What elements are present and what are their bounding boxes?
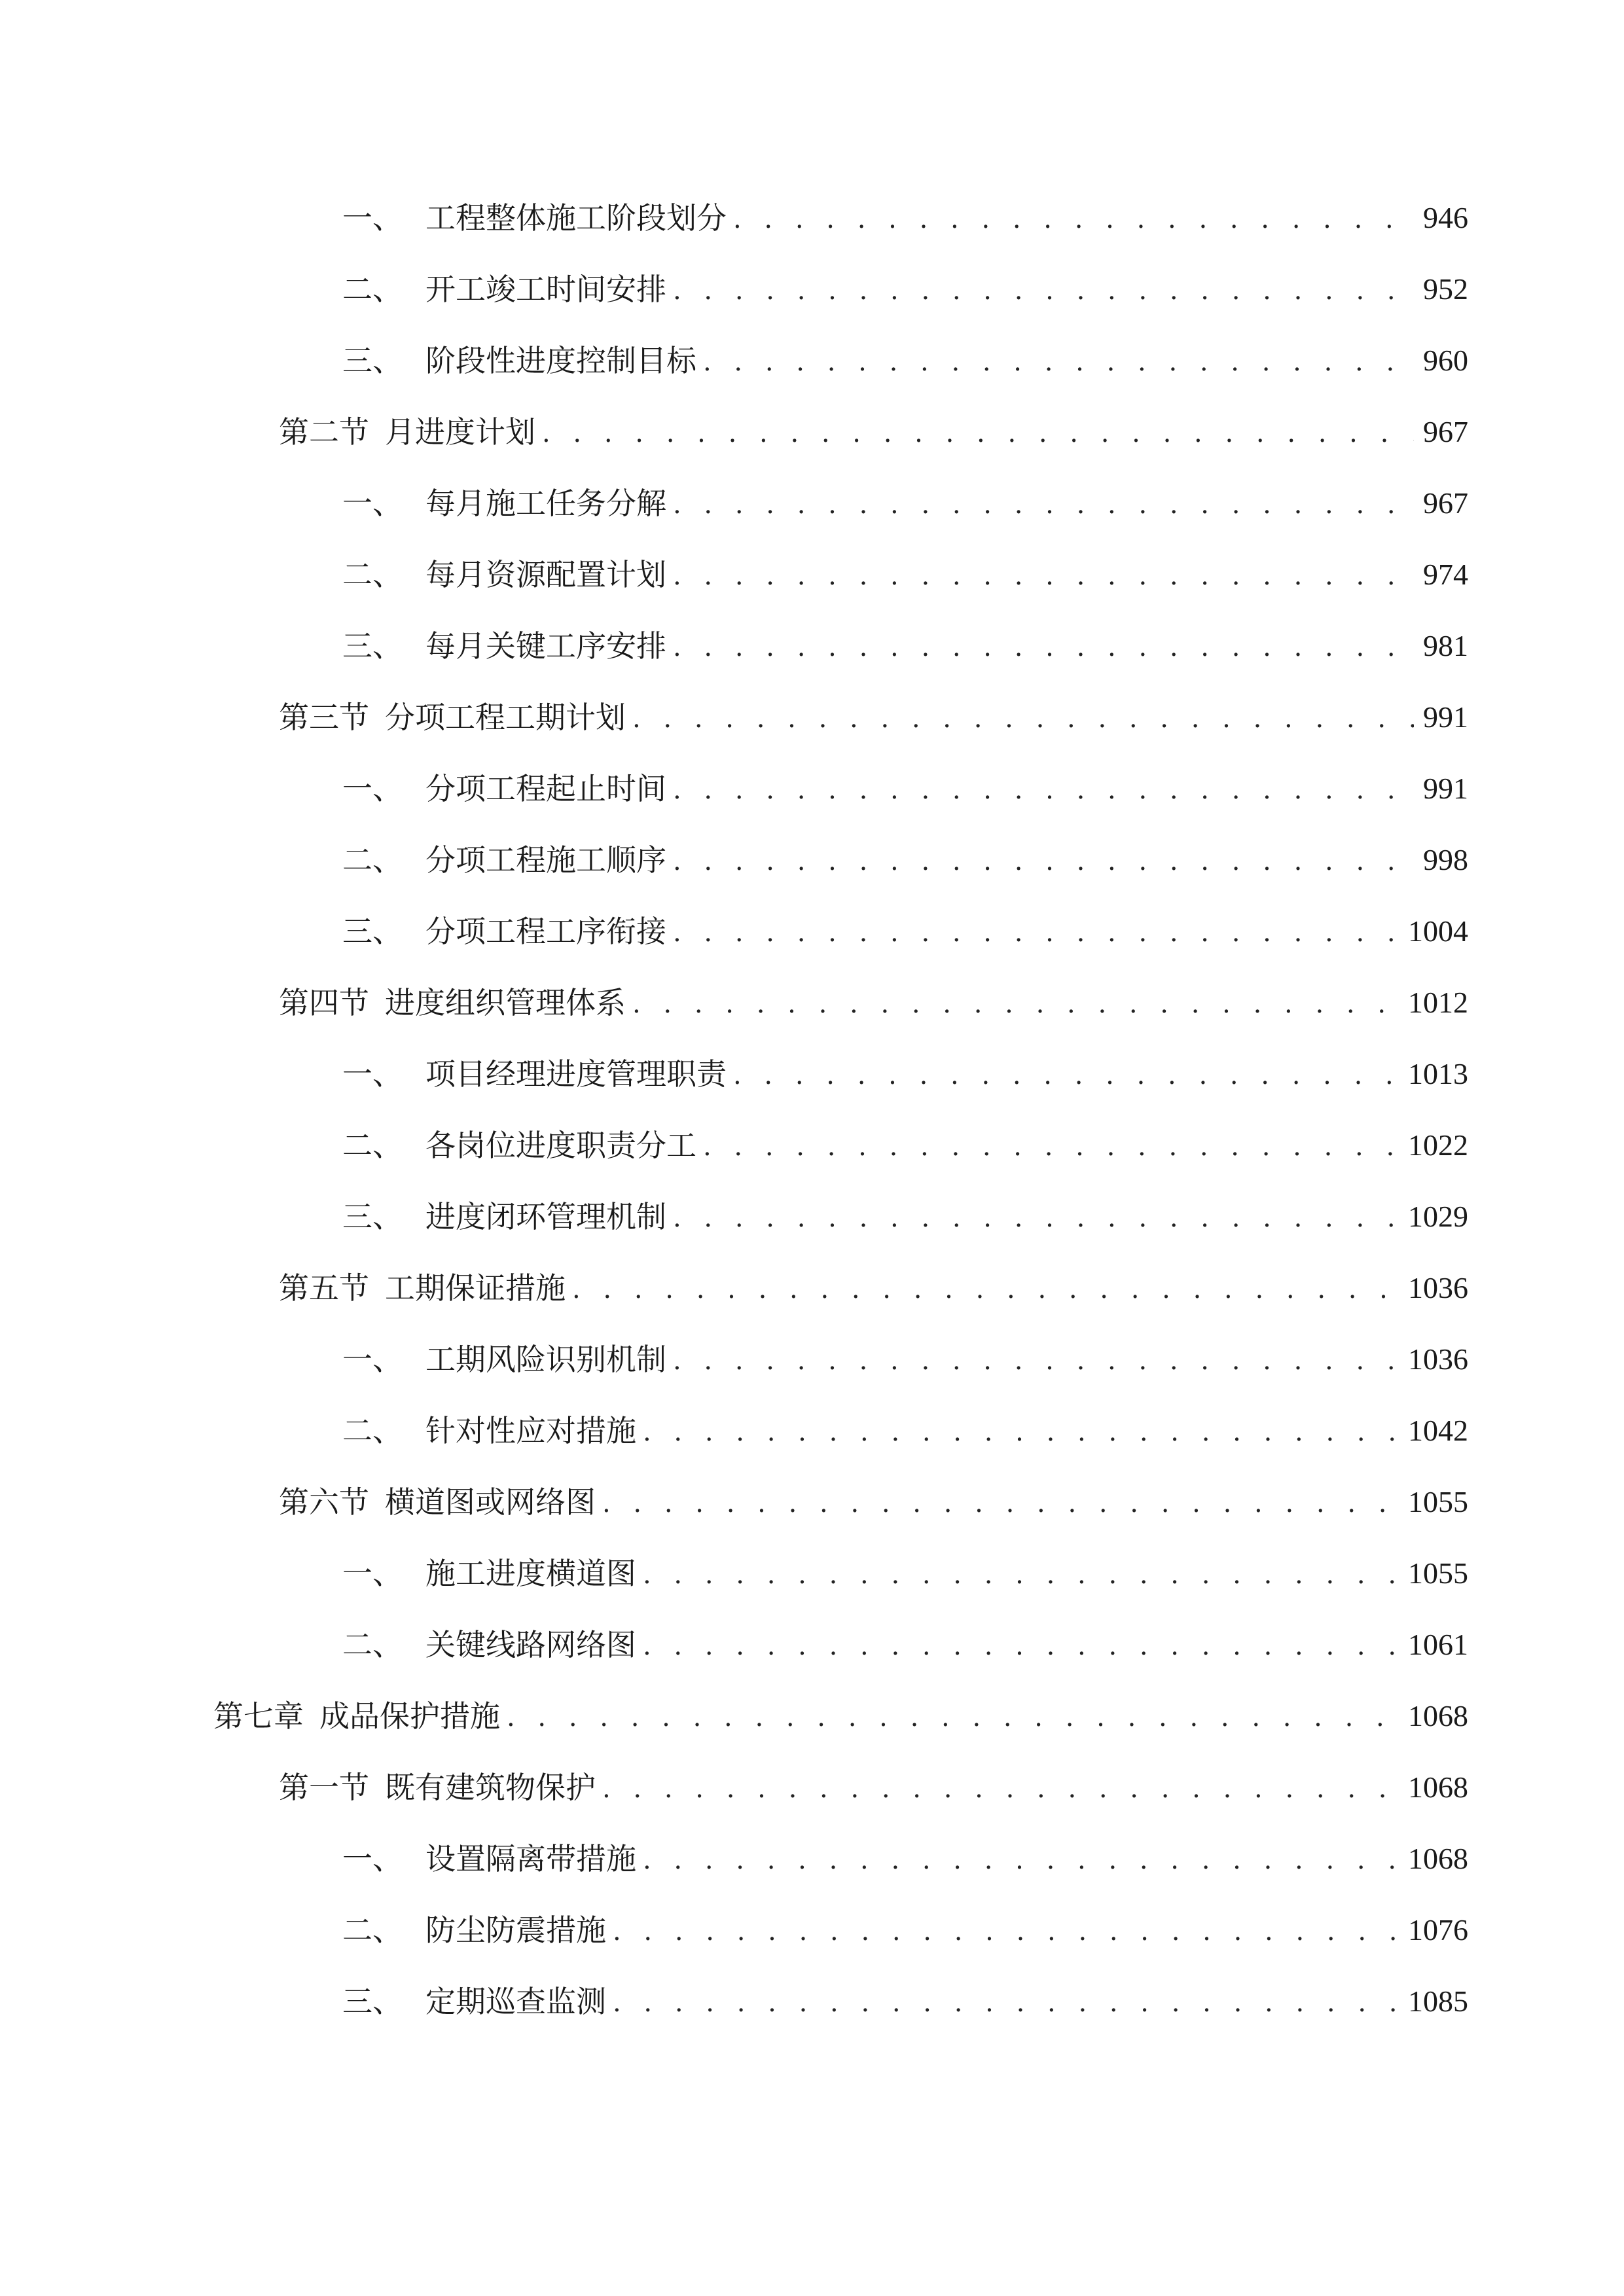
dot-leader — [643, 1549, 1399, 1601]
dot-leader — [643, 1834, 1399, 1886]
toc-entry-number: 二、 — [342, 272, 403, 307]
toc-entry-number: 第六节 — [279, 1484, 369, 1520]
toc-entry[interactable] — [342, 1547, 1468, 1600]
toc-entry-page: 998 — [1423, 843, 1468, 876]
toc-entry-title: 针对性应对措施 — [425, 1413, 636, 1448]
toc-entry-number: 二、 — [342, 1128, 403, 1163]
toc-entry-page: 1068 — [1408, 1699, 1468, 1732]
toc-entry-page: 952 — [1423, 272, 1468, 306]
toc-entry[interactable] — [279, 406, 1468, 458]
toc-entry-page: 1055 — [1408, 1556, 1468, 1590]
dot-leader — [703, 336, 1414, 388]
toc-entry-number: 二、 — [342, 1627, 403, 1662]
toc-entry[interactable] — [279, 1476, 1468, 1528]
toc-entry-title: 每月施工任务分解 — [425, 486, 666, 521]
dot-leader — [613, 1905, 1399, 1958]
toc-entry-title: 工期保证措施 — [385, 1270, 566, 1306]
toc-entry-number: 第五节 — [279, 1270, 369, 1306]
dot-leader — [602, 1477, 1399, 1530]
toc-entry-page: 991 — [1423, 772, 1468, 805]
toc-entry-page: 1029 — [1408, 1200, 1468, 1233]
toc-entry-title: 每月关键工序安排 — [425, 628, 666, 664]
toc-entry-page: 1012 — [1408, 986, 1468, 1019]
toc-entry-page: 1022 — [1408, 1128, 1468, 1162]
toc-entry[interactable] — [279, 977, 1468, 1029]
dot-leader — [733, 1049, 1399, 1102]
dot-leader — [673, 1192, 1399, 1244]
toc-entry-number: 一、 — [342, 200, 403, 236]
toc-entry-title: 分项工程工序衔接 — [425, 914, 666, 949]
toc-entry-title: 施工进度横道图 — [425, 1556, 636, 1591]
dot-leader — [673, 478, 1414, 531]
toc-entry-title: 月进度计划 — [385, 414, 535, 450]
toc-entry-page: 1068 — [1408, 1770, 1468, 1804]
toc-entry-page: 981 — [1423, 629, 1468, 662]
toc-entry-number: 三、 — [342, 1984, 403, 2019]
toc-entry[interactable] — [342, 1333, 1468, 1386]
toc-entry-title: 横道图或网络图 — [385, 1484, 596, 1520]
toc-entry-title: 设置隔离带措施 — [425, 1841, 636, 1876]
toc-entry-number: 一、 — [342, 1556, 403, 1591]
toc-entry-page: 991 — [1423, 700, 1468, 734]
toc-entry-title: 定期巡查监测 — [425, 1984, 606, 2019]
toc-entry-page: 1055 — [1408, 1485, 1468, 1518]
toc-entry-number: 三、 — [342, 343, 403, 378]
toc-entry-number: 二、 — [342, 842, 403, 878]
toc-entry-page: 1061 — [1408, 1628, 1468, 1661]
toc-entry-number: 一、 — [342, 1056, 403, 1092]
toc-entry-title: 每月资源配置计划 — [425, 557, 666, 592]
toc-entry-page: 1042 — [1408, 1414, 1468, 1447]
toc-entry-page: 960 — [1423, 344, 1468, 377]
toc-entry-number: 一、 — [342, 1841, 403, 1876]
toc-entry-title: 阶段性进度控制目标 — [425, 343, 696, 378]
toc-entry[interactable] — [342, 834, 1468, 886]
toc-entry-number: 第二节 — [279, 414, 369, 450]
dot-leader — [673, 621, 1414, 673]
dot-leader — [703, 1121, 1399, 1173]
dot-leader — [542, 407, 1414, 459]
dot-leader — [613, 1977, 1399, 2029]
dot-leader — [643, 1406, 1399, 1458]
toc-entry[interactable] — [213, 1690, 1468, 1742]
dot-leader — [673, 764, 1414, 816]
toc-entry-page: 974 — [1423, 558, 1468, 591]
toc-entry-title: 工程整体施工阶段划分 — [425, 200, 727, 236]
toc-entry-number: 二、 — [342, 557, 403, 592]
dot-leader — [643, 1620, 1399, 1672]
toc-entry-title: 进度组织管理体系 — [385, 985, 626, 1020]
toc-entry[interactable] — [342, 1833, 1468, 1885]
toc-entry-number: 三、 — [342, 1199, 403, 1234]
toc-entry-title: 各岗位进度职责分工 — [425, 1128, 696, 1163]
toc-entry-page: 1085 — [1408, 1984, 1468, 2018]
toc-entry-page: 1004 — [1408, 914, 1468, 948]
toc-entry-page: 1036 — [1408, 1342, 1468, 1376]
toc-entry[interactable] — [342, 1191, 1468, 1243]
dot-leader — [507, 1691, 1399, 1744]
toc-entry[interactable] — [342, 1619, 1468, 1671]
toc-entry[interactable] — [342, 192, 1468, 244]
toc-entry-title: 分项工程施工顺序 — [425, 842, 666, 878]
toc-entry-page: 1036 — [1408, 1271, 1468, 1304]
dot-leader — [632, 692, 1414, 745]
toc-entry-title: 工期风险识别机制 — [425, 1342, 666, 1377]
toc-entry-number: 一、 — [342, 771, 403, 806]
toc-entry-page: 1068 — [1408, 1842, 1468, 1875]
dot-leader — [673, 264, 1414, 317]
toc-entry[interactable] — [342, 263, 1468, 315]
toc-entry[interactable] — [342, 1405, 1468, 1457]
toc-entry-number: 三、 — [342, 914, 403, 949]
toc-entry-number: 第四节 — [279, 985, 369, 1020]
toc-entry[interactable] — [342, 548, 1468, 601]
toc-entry[interactable] — [342, 1975, 1468, 2028]
toc-entry-page: 967 — [1423, 415, 1468, 448]
dot-leader — [673, 835, 1414, 888]
toc-entry-title: 分项工程起止时间 — [425, 771, 666, 806]
toc-entry[interactable] — [342, 905, 1468, 958]
toc-entry-title: 开工竣工时间安排 — [425, 272, 666, 307]
toc-entry-number: 一、 — [342, 486, 403, 521]
toc-entry[interactable] — [342, 1119, 1468, 1172]
toc-entry-title: 既有建筑物保护 — [385, 1770, 596, 1805]
toc-entry[interactable] — [342, 1048, 1468, 1100]
toc-entry[interactable] — [342, 334, 1468, 387]
toc-entry-number: 第七章 — [213, 1698, 304, 1734]
toc-entry-number: 三、 — [342, 628, 403, 664]
toc-entry-title: 防尘防震措施 — [425, 1912, 606, 1948]
dot-leader — [632, 978, 1399, 1030]
toc-entry-number: 一、 — [342, 1342, 403, 1377]
toc-entry-number: 第三节 — [279, 700, 369, 735]
toc-entry[interactable] — [342, 477, 1468, 529]
toc-entry[interactable] — [279, 691, 1468, 744]
toc-entry-title: 成品保护措施 — [319, 1698, 500, 1734]
toc-entry-title: 关键线路网络图 — [425, 1627, 636, 1662]
dot-leader — [602, 1763, 1399, 1815]
toc-entry-title: 分项工程工期计划 — [385, 700, 626, 735]
toc-entry-page: 946 — [1423, 201, 1468, 234]
toc-entry[interactable] — [279, 1761, 1468, 1814]
toc-entry[interactable] — [342, 620, 1468, 672]
toc-entry-number: 第一节 — [279, 1770, 369, 1805]
dot-leader — [673, 1335, 1399, 1387]
toc-entry[interactable] — [342, 1904, 1468, 1956]
toc-entry[interactable] — [279, 1262, 1468, 1314]
toc-entry-title: 进度闭环管理机制 — [425, 1199, 666, 1234]
dot-leader — [673, 550, 1414, 602]
dot-leader — [733, 193, 1414, 245]
dot-leader — [673, 906, 1399, 959]
toc-entry-page: 1076 — [1408, 1913, 1468, 1946]
toc-entry-number: 二、 — [342, 1912, 403, 1948]
toc-entry-page: 1013 — [1408, 1057, 1468, 1090]
toc-entry-title: 项目经理进度管理职责 — [425, 1056, 727, 1092]
toc-entry-page: 967 — [1423, 486, 1468, 520]
toc-entry-number: 二、 — [342, 1413, 403, 1448]
toc-entry[interactable] — [342, 762, 1468, 815]
dot-leader — [572, 1263, 1399, 1316]
